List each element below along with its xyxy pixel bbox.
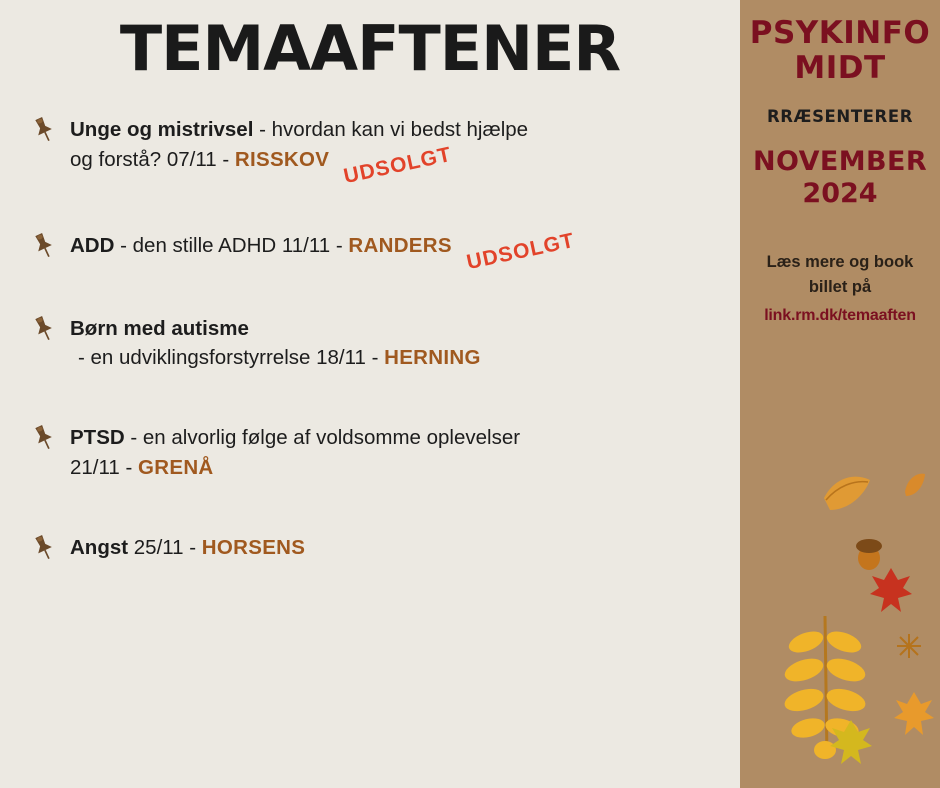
list-item[interactable]	[26, 115, 740, 188]
event-line-1	[70, 229, 740, 275]
event-line-1	[70, 423, 740, 453]
event-date: og forstå? 07/11 -	[70, 147, 235, 171]
poster-sidebar	[740, 0, 940, 788]
booking-line-1: Læs mere og book	[766, 253, 914, 272]
list-item[interactable]	[26, 314, 740, 373]
booking-info	[748, 250, 932, 328]
event-title: PTSD	[70, 426, 125, 450]
event-location: RISSKOV	[234, 147, 330, 171]
pushpin-icon	[28, 533, 58, 563]
pushpin-icon	[28, 115, 58, 145]
pushpin-icon	[28, 314, 58, 344]
event-location: RANDERS	[348, 234, 452, 258]
brand-line-2: MIDT	[794, 49, 886, 86]
sidebar-content	[740, 0, 940, 328]
booking-line-2: billet på	[808, 277, 872, 296]
maple-leaf-icon	[868, 566, 914, 616]
page-title: TEMAAFTENER	[119, 12, 621, 85]
event-title: Unge og mistrivsel	[70, 118, 254, 142]
list-item[interactable]	[26, 533, 740, 563]
brand-line-1: PSYKINFO	[749, 15, 931, 51]
event-desc: - den stille ADHD 11/11 -	[114, 234, 349, 258]
event-desc: - en alvorlig følge af voldsomme oplevelser	[124, 426, 521, 450]
pushpin-icon	[28, 231, 58, 261]
event-desc: - hvordan kan vi bedst hjælpe	[253, 118, 529, 142]
event-desc: 25/11 -	[128, 535, 202, 559]
star-leaf-icon	[895, 632, 923, 660]
maple-leaf-icon	[892, 690, 936, 738]
event-line-1	[70, 533, 740, 563]
presents-label: RRÆSENTERER	[766, 107, 914, 127]
status-badge: UDSOLGT	[464, 229, 577, 275]
event-location: HERNING	[384, 346, 481, 370]
status-badge: UDSOLGT	[341, 142, 454, 188]
event-location: HORSENS	[201, 535, 306, 559]
event-location: GRENÅ	[138, 455, 214, 479]
event-title: Angst	[70, 535, 129, 559]
booking-link[interactable]: link.rm.dk/temaaften	[764, 306, 916, 324]
list-item[interactable]	[26, 229, 740, 275]
event-line-1	[70, 314, 740, 344]
brand-name	[748, 16, 932, 85]
leaf-icon	[902, 470, 928, 498]
event-date: - en udviklingsforstyrrelse 18/11 -	[78, 346, 385, 370]
event-line-2	[70, 343, 740, 373]
maple-leaf-icon	[828, 718, 874, 768]
event-title: Børn med autisme	[70, 316, 249, 340]
event-line-1	[70, 115, 740, 145]
year-label: 2024	[802, 178, 878, 210]
event-list	[0, 115, 740, 562]
event-date: 21/11 -	[70, 455, 138, 479]
month-label: NOVEMBER	[752, 146, 928, 178]
event-title: ADD	[70, 234, 115, 258]
list-item[interactable]	[26, 423, 740, 482]
leaf-icon	[820, 470, 880, 516]
event-line-2	[70, 453, 740, 483]
pushpin-icon	[28, 423, 58, 453]
event-line-2	[70, 142, 740, 188]
